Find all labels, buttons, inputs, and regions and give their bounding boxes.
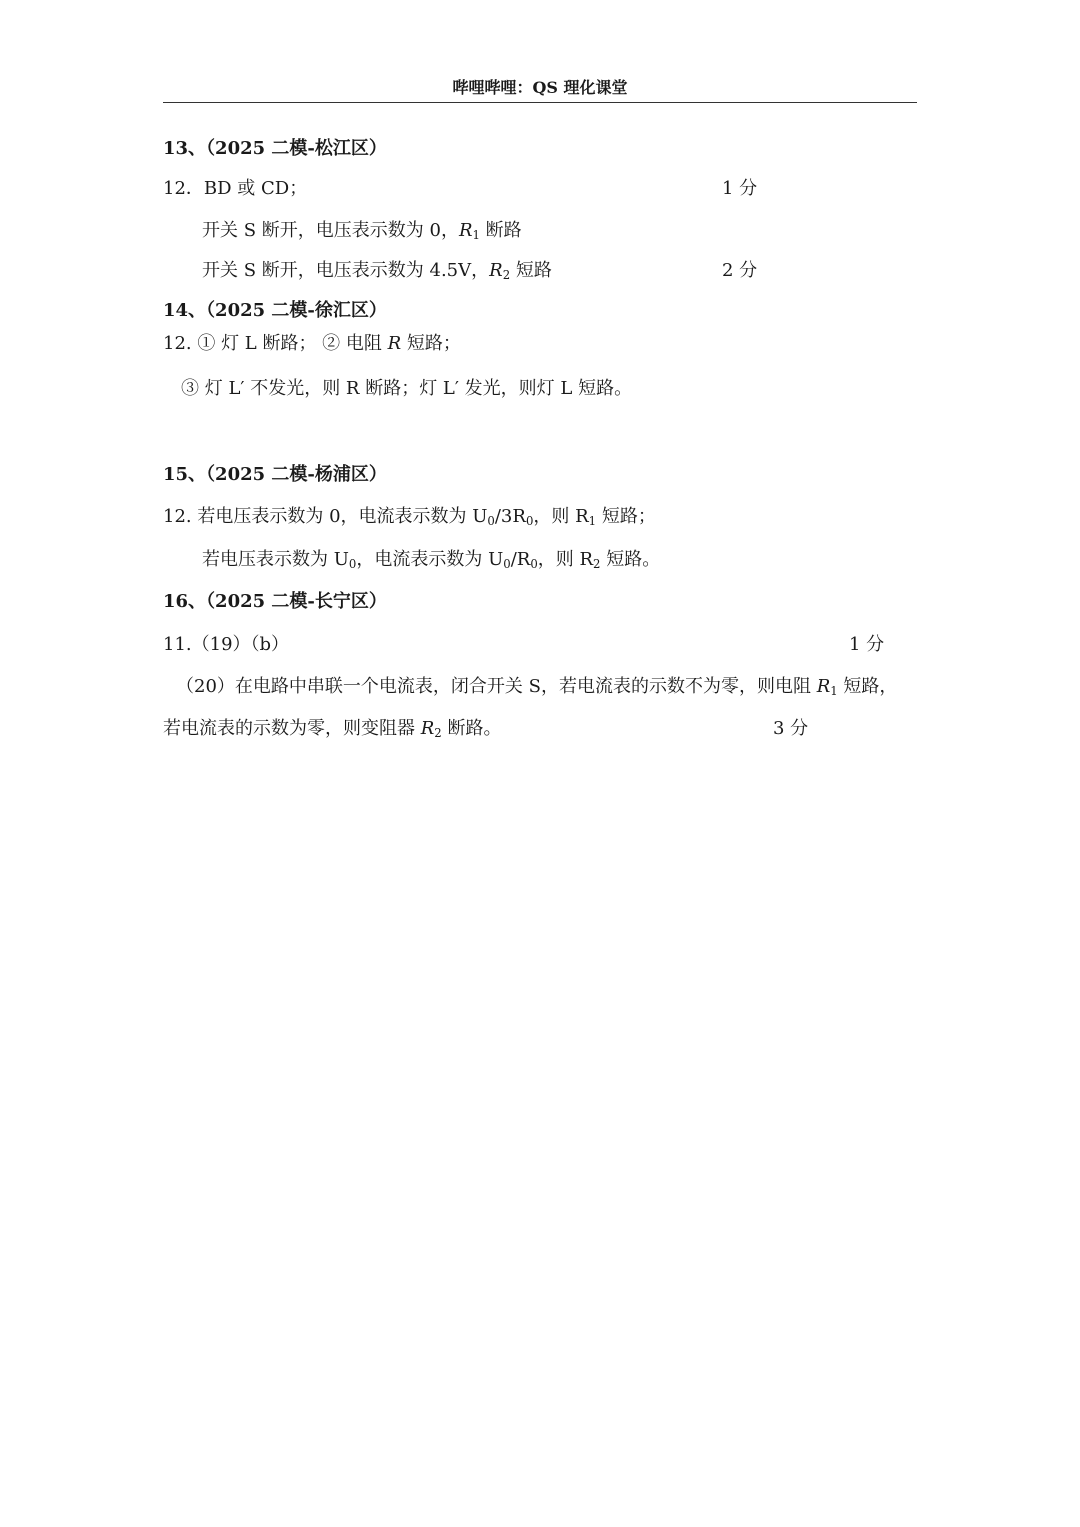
section-13-line-3-score: 2 分 [722, 260, 758, 281]
section-16-line-1-score: 1 分 [849, 634, 885, 655]
section-14-line-2: ③ 灯 L′ 不发光，则 R 断路；灯 L′ 发光，则灯 L 短路。 [181, 378, 633, 399]
section-16-heading: 16、（2025 二模-长宁区） [163, 591, 387, 612]
section-13-line-3: 开关 S 断开，电压表示数为 4.5V，$R_2$ 短路 [202, 260, 552, 282]
section-13-line-2: 开关 S 断开，电压表示数为 0，$R_1$ 断路 [202, 220, 522, 242]
section-16-line-3-score: 3 分 [773, 718, 809, 739]
section-13-line-1-score: 1 分 [722, 178, 758, 199]
section-15-heading: 15、（2025 二模-杨浦区） [163, 464, 387, 485]
header-divider [163, 102, 917, 103]
page-header-title: 哔哩哔哩：QS 理化课堂 [452, 78, 628, 97]
section-15-line-1: 12. 若电压表示数为 0，电流表示数为 $U_0/3R_0$，则 $R_1$ 短路； [163, 506, 656, 528]
section-14-line-1: 12. ① 灯 L 断路； ② 电阻 R 短路； [163, 333, 461, 354]
section-14-heading: 14、（2025 二模-徐汇区） [163, 300, 387, 321]
section-13-line-1: 12．BD 或 CD； [163, 178, 308, 199]
section-15-line-2: 若电压表示数为 $U_0$，电流表示数为 $U_0/R_0$，则 $R_2$ 短路。 [202, 549, 661, 571]
section-16-line-1: 11.（19）（b） [163, 634, 290, 655]
section-16-line-3: 若电流表的示数为零，则变阻器 $R_2$ 断路。 [163, 718, 502, 740]
section-13-heading: 13、（2025 二模-松江区） [163, 138, 387, 159]
section-16-line-2: （20）在电路中串联一个电流表，闭合开关 S，若电流表的示数不为零，则电阻 $R_1$ 短路， [176, 676, 898, 698]
